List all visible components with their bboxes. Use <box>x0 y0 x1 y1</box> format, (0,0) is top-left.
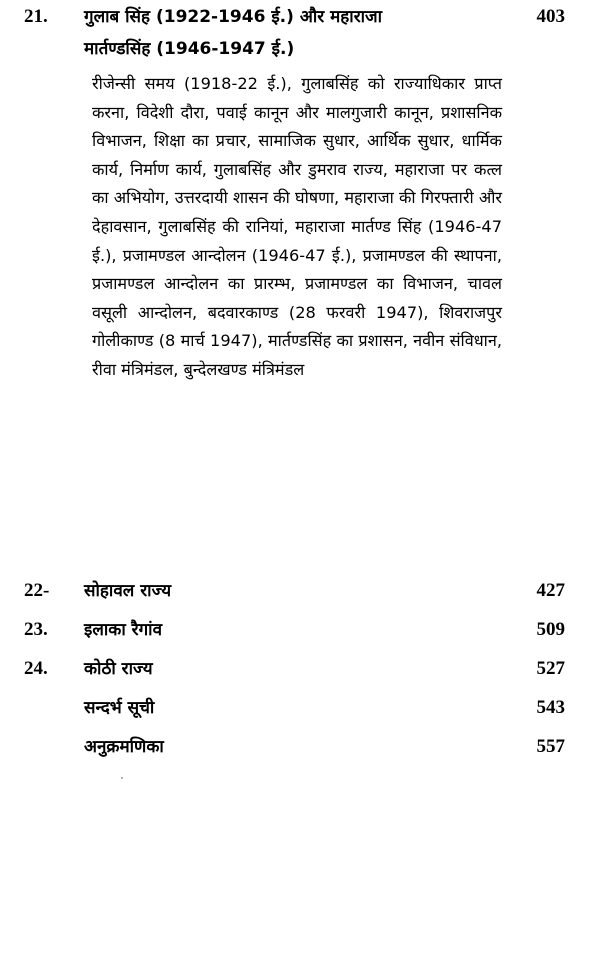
entry-title: इलाका रैगांव <box>84 620 163 640</box>
entry-title-line-2: मार्तण्डसिंह (1946-1947 ई.) <box>84 39 295 59</box>
stray-mark <box>121 777 123 779</box>
entry-page-number: 509 <box>536 619 565 640</box>
entry-title: कोठी राज्य <box>84 659 153 679</box>
entry-number: 23. <box>24 619 48 640</box>
entry-description: रीजेन्सी समय (1918-22 ई.), गुलाबसिंह को राज्याधिकार प्राप्त करना, विदेशी दौरा, पवाई कानून और मालगुजारी कानून, प्रशासनिक विभाजन, शिक्षा का प्रचार, सामाजिक सुधार, आर्थिक सुधार, धार्मिक कार्य, निर्माण कार्य, गुलाबसिंह और डुमराव राज्य, महाराजा पर कत्ल का अभियोग, उत्तरदायी शासन की घोषणा, महाराजा की गिरफ्तारी और देहावसान, गुलाबसिंह की रानियां, महाराजा मार्तण्ड सिंह (1946-47 ई.), प्रजामण्डल आन्दोलन (1946-47 ई.), प्रजामण्डल की स्थापना, प्रजामण्डल आन्दोलन का प्रारम्भ, प्रजामण्डल का विभाजन, चावल वसूली आन्दोलन, बदवारकाण्ड (28 फरवरी 1947), शिवराजपुर गोलीकाण्ड (8 मार्च 1947), मार्तण्डसिंह का प्रशासन, नवीन संविधान, रीवा मंत्रिमंडल, बुन्देलखण्ड मंत्रिमंडल <box>92 74 502 379</box>
entry-page-number: 403 <box>536 6 565 27</box>
entry-page-number: 427 <box>536 580 565 601</box>
entry-number: 21. <box>24 6 48 27</box>
entry-page-number: 527 <box>536 658 565 679</box>
entry-title: सोहावल राज्य <box>84 581 172 601</box>
entry-page-number: 557 <box>536 736 565 757</box>
entry-number: 24. <box>24 658 48 679</box>
entry-page-number: 543 <box>536 697 565 718</box>
entry-number: 22- <box>24 580 50 601</box>
entry-title: सन्दर्भ सूची <box>84 698 155 718</box>
entry-title-line-1: गुलाब सिंह (1922-1946 ई.) और महाराजा <box>84 7 383 27</box>
entry-title: अनुक्रमणिका <box>84 737 164 757</box>
